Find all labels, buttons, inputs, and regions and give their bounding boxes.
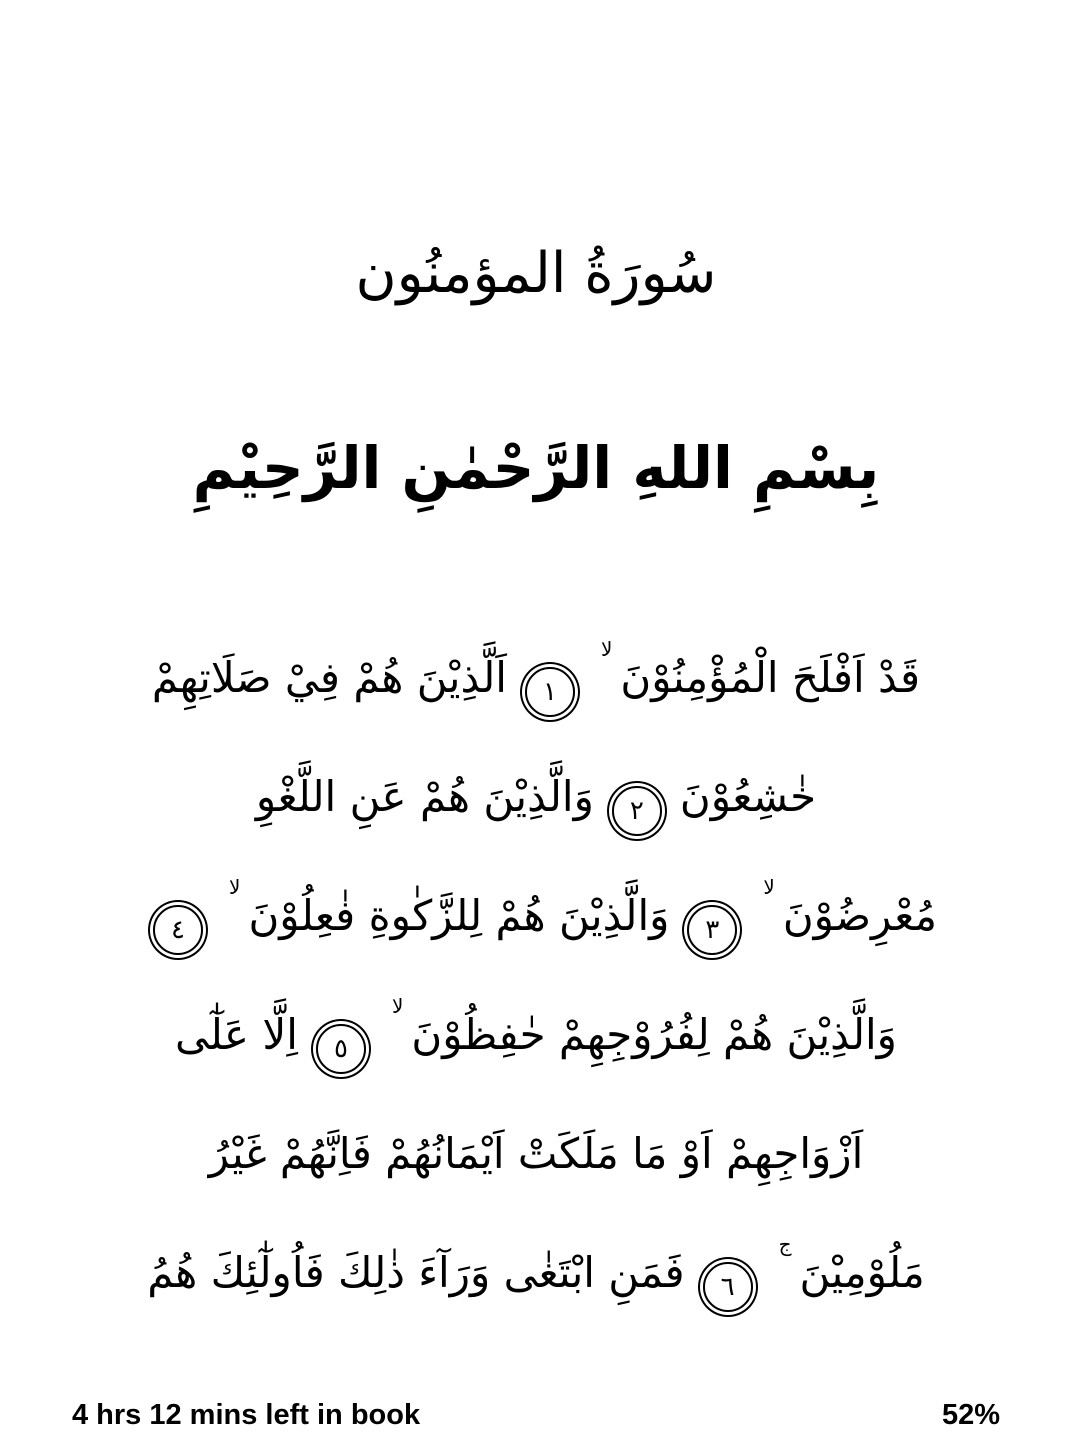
bismillah-calligraphy: بِسْمِ اللهِ الرَّحْمٰنِ الرَّحِيْمِ — [192, 434, 880, 502]
ayah-end-marker — [525, 667, 575, 717]
reading-progress-bar — [72, 1399, 1000, 1432]
verse-line — [70, 1213, 1002, 1332]
ayah-number: ٦ — [720, 1272, 735, 1302]
ayah-number: ٤ — [171, 915, 186, 945]
pause-mark: لا — [391, 994, 404, 1018]
surah-title: سُورَةُ المؤمنُون — [355, 241, 717, 306]
verse-words: قَدْ اَفْلَحَ الْمُؤْمِنُوْنَ — [620, 653, 921, 702]
verse-line — [70, 737, 1002, 856]
verse-words: مَلُوْمِيْنَ — [799, 1248, 925, 1297]
verse-words: خٰشِعُوْنَ — [679, 772, 817, 821]
verse-line — [70, 975, 1002, 1094]
verse-words: مُعْرِضُوْنَ — [782, 891, 937, 940]
verse-words: اِلَّا عَلٰٓى — [175, 1010, 298, 1059]
pause-mark: ج — [778, 1232, 792, 1256]
verse-words: اَزْوَاجِهِمْ اَوْ مَا مَلَكَتْ اَيْمَانُهُمْ فَاِنَّهُمْ غَيْرُ — [208, 1129, 864, 1178]
pause-mark: لا — [229, 875, 241, 899]
ayah-end-marker — [703, 1262, 753, 1312]
verse-line — [70, 618, 1002, 737]
verse-line — [70, 1094, 1002, 1213]
verse-line — [70, 856, 1002, 975]
ayah-number: ٢ — [629, 796, 644, 826]
verse-words: وَالَّذِيْنَ هُمْ لِلزَّكٰوةِ فٰعِلُوْنَ — [248, 891, 670, 940]
verse-text-block — [70, 618, 1002, 1332]
ayah-number: ١ — [543, 677, 557, 707]
pause-mark: لا — [763, 875, 775, 899]
ayah-number: ٥ — [333, 1034, 348, 1064]
time-left-label: 4 hrs 12 mins left in book — [72, 1399, 421, 1431]
progress-percent-label: 52% — [941, 1399, 1000, 1431]
verse-words: وَالَّذِيْنَ هُمْ لِفُرُوْجِهِمْ حٰفِظُوْنَ — [411, 1010, 897, 1059]
ayah-number: ٣ — [705, 915, 720, 945]
verse-words: وَالَّذِيْنَ هُمْ عَنِ اللَّغْوِ — [255, 772, 594, 821]
verse-words: اَلَّذِيْنَ هُمْ فِيْ صَلَاتِهِمْ — [151, 653, 507, 702]
verse-words: فَمَنِ ابْتَغٰى وَرَآءَ ذٰلِكَ فَاُولٰٓئِكَ هُمُ — [147, 1248, 685, 1297]
pause-mark: لا — [600, 637, 613, 661]
ayah-end-marker — [153, 905, 203, 955]
ayah-end-marker — [687, 905, 737, 955]
ayah-end-marker — [316, 1024, 366, 1074]
ayah-end-marker — [612, 786, 662, 836]
